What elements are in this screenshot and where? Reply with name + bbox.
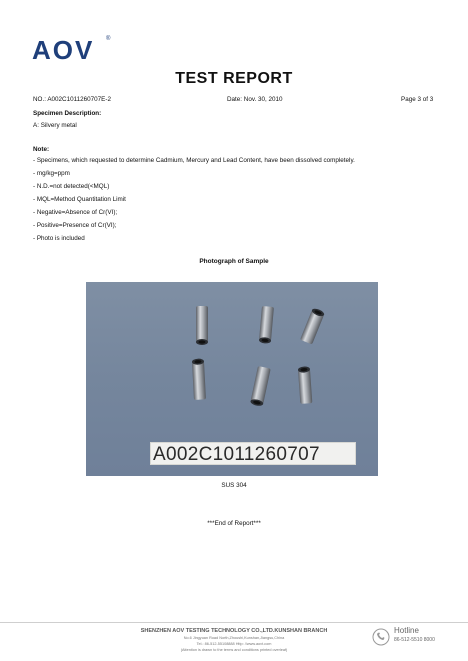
note-item: - Positive=Presence of Cr(VI); [33, 222, 117, 229]
sample-photograph [86, 282, 378, 476]
note-heading: Note: [33, 146, 50, 153]
note-item: - mg/kg=ppm [33, 170, 70, 177]
sample-label-strip [150, 442, 356, 465]
registered-mark: ® [106, 36, 111, 42]
note-item: - N.D.=not detected(<MQL) [33, 183, 110, 190]
note-item: - Specimens, which requested to determine Cadmium, Mercury and Lead Content, have been dissolved completely. [33, 157, 355, 164]
footer-attention: (Attention is drawn to the terms and conditions printed overleaf) [180, 648, 288, 652]
note-item: - Photo is included [33, 235, 85, 242]
logo-text: AOV [32, 35, 95, 65]
footer-contact: Tel.: 86-512-55108888 Http: //www.aovt.com [196, 642, 272, 646]
specimen-value: A: Silvery metal [33, 122, 77, 129]
report-number: NO.: A002C1011260707E-2 [33, 96, 111, 103]
sample-label: A002C1011260707 [153, 444, 320, 465]
footer-company: SHENZHEN AOV TESTING TECHNOLOGY CO.,LTD.KUNSHAN BRANCH [140, 628, 328, 634]
page-number: Page 3 of 3 [401, 96, 434, 103]
sample-tube [300, 307, 325, 344]
phone-icon [372, 628, 390, 646]
end-of-report: ***End of Report*** [207, 520, 261, 527]
note-item: - MQL=Method Quantitation Limit [33, 196, 126, 203]
hotline-label: Hotline [394, 626, 419, 635]
aov-logo [32, 35, 116, 65]
sample-tube [259, 306, 274, 344]
hotline-number: 86-512-5510 8000 [394, 637, 435, 643]
report-title: TEST REPORT [175, 70, 293, 87]
photo-caption: SUS 304 [221, 482, 247, 489]
photo-title: Photograph of Sample [199, 258, 269, 265]
report-date: Date: Nov. 30, 2010 [227, 96, 283, 103]
sample-tube [196, 306, 208, 345]
note-item: - Negative=Absence of Cr(VI); [33, 209, 118, 216]
footer-address: No.6 Jingyuan Road North,Zhoushi,Kunshan,Jiangsu,China [183, 636, 285, 640]
sample-tube [192, 358, 206, 400]
specimen-heading: Specimen Description: [33, 110, 102, 117]
footer-divider [0, 622, 468, 623]
sample-tube [250, 366, 271, 407]
sample-tube [298, 366, 313, 404]
